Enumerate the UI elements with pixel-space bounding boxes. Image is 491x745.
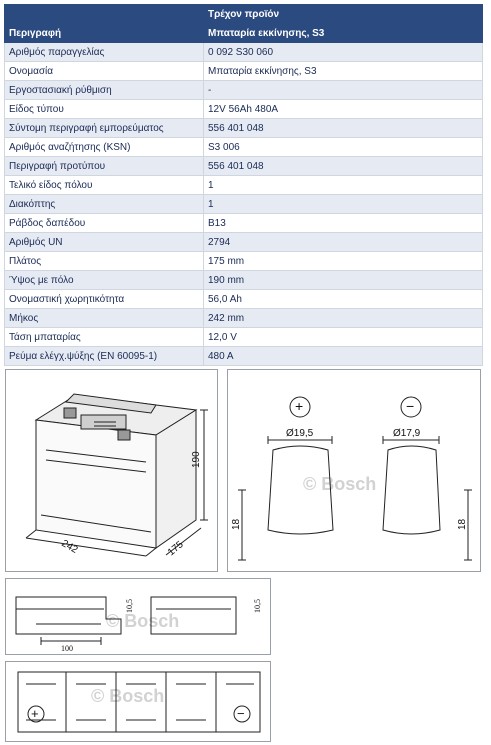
battery-isometric-drawing: [6, 370, 217, 571]
header-description: Περιγραφή: [5, 24, 204, 43]
top-view-panel: [5, 661, 271, 742]
row-label: Ράβδος δαπέδου: [5, 214, 204, 233]
plus-diameter: Ø19,5: [286, 428, 314, 439]
row-label: Ονομασία: [5, 62, 204, 81]
table-row: [5, 252, 483, 271]
row-value: Μπαταρία εκκίνησης, S3: [204, 62, 483, 81]
spec-table: [4, 4, 483, 366]
row-value: 56,0 Ah: [204, 290, 483, 309]
top-plus-symbol: +: [31, 706, 39, 721]
row-label: Μήκος: [5, 309, 204, 328]
dim-height: 190: [191, 451, 202, 468]
table-row: [5, 271, 483, 290]
base-dim-c: 100: [61, 644, 73, 653]
top-minus-symbol: −: [237, 706, 245, 721]
base-profile-drawing: [6, 579, 270, 654]
watermark-base: © Bosch: [106, 611, 180, 631]
table-row: [5, 309, 483, 328]
table-row: [5, 119, 483, 138]
table-row: [5, 328, 483, 347]
row-label: Εργοστασιακή ρύθμιση: [5, 81, 204, 100]
table-header-row-1: [5, 5, 483, 24]
row-label: Αριθμός UN: [5, 233, 204, 252]
row-value: S3 006: [204, 138, 483, 157]
row-value: B13: [204, 214, 483, 233]
row-value: 12,0 V: [204, 328, 483, 347]
table-row: [5, 100, 483, 119]
row-value: 556 401 048: [204, 157, 483, 176]
row-value: 480 A: [204, 347, 483, 366]
row-value: 12V 56Ah 480A: [204, 100, 483, 119]
row-value: 190 mm: [204, 271, 483, 290]
row-label: Τελικό είδος πόλου: [5, 176, 204, 195]
base-drawing-panel: [5, 578, 271, 655]
dim-length: 242: [59, 538, 80, 556]
table-row: [5, 43, 483, 62]
height-right: 18: [457, 518, 468, 530]
table-row: [5, 233, 483, 252]
height-left: 18: [231, 518, 242, 530]
row-value: 0 092 S30 060: [204, 43, 483, 62]
table-row: [5, 62, 483, 81]
watermark-top: © Bosch: [91, 686, 165, 706]
row-label: Διακόπτης: [5, 195, 204, 214]
header-product-name: Μπαταρία εκκίνησης, S3: [204, 24, 483, 43]
dim-width: 175: [165, 539, 186, 559]
table-row: [5, 157, 483, 176]
row-label: Αριθμός αναζήτησης (KSN): [5, 138, 204, 157]
minus-diameter: Ø17,9: [393, 428, 421, 439]
table-row: [5, 290, 483, 309]
row-value: 175 mm: [204, 252, 483, 271]
row-label: Σύντομη περιγραφή εμπορεύματος: [5, 119, 204, 138]
row-label: Ονομαστική χωρητικότητα: [5, 290, 204, 309]
terminal-drawing: [228, 370, 480, 571]
row-value: 1: [204, 195, 483, 214]
row-value: 2794: [204, 233, 483, 252]
row-label: Ρεύμα ελέγχ.ψύξης (EN 60095-1): [5, 347, 204, 366]
table-row: [5, 81, 483, 100]
row-value: 556 401 048: [204, 119, 483, 138]
table-row: [5, 176, 483, 195]
terminal-drawing-panel: [227, 369, 481, 572]
table-row: [5, 195, 483, 214]
table-header-row-2: [5, 24, 483, 43]
row-label: Είδος τύπου: [5, 100, 204, 119]
row-value: 242 mm: [204, 309, 483, 328]
row-label: Ύψος με πόλο: [5, 271, 204, 290]
battery-drawing-panel: [5, 369, 218, 572]
minus-symbol: −: [406, 398, 415, 414]
header-current-product: Τρέχον προϊόν: [204, 5, 483, 24]
table-row: [5, 347, 483, 366]
watermark-terminals: © Bosch: [303, 474, 377, 494]
row-label: Τάση μπαταρίας: [5, 328, 204, 347]
plus-symbol: +: [295, 398, 304, 414]
base-dim-b: 10,5: [253, 599, 262, 613]
row-value: 1: [204, 176, 483, 195]
table-row: [5, 214, 483, 233]
row-label: Αριθμός παραγγελίας: [5, 43, 204, 62]
row-value: -: [204, 81, 483, 100]
row-label: Περιγραφή προτύπου: [5, 157, 204, 176]
table-row: [5, 138, 483, 157]
top-view-drawing: [6, 662, 270, 741]
row-label: Πλάτος: [5, 252, 204, 271]
base-dim-a: 10,5: [125, 599, 134, 613]
header-blank: [5, 5, 204, 24]
